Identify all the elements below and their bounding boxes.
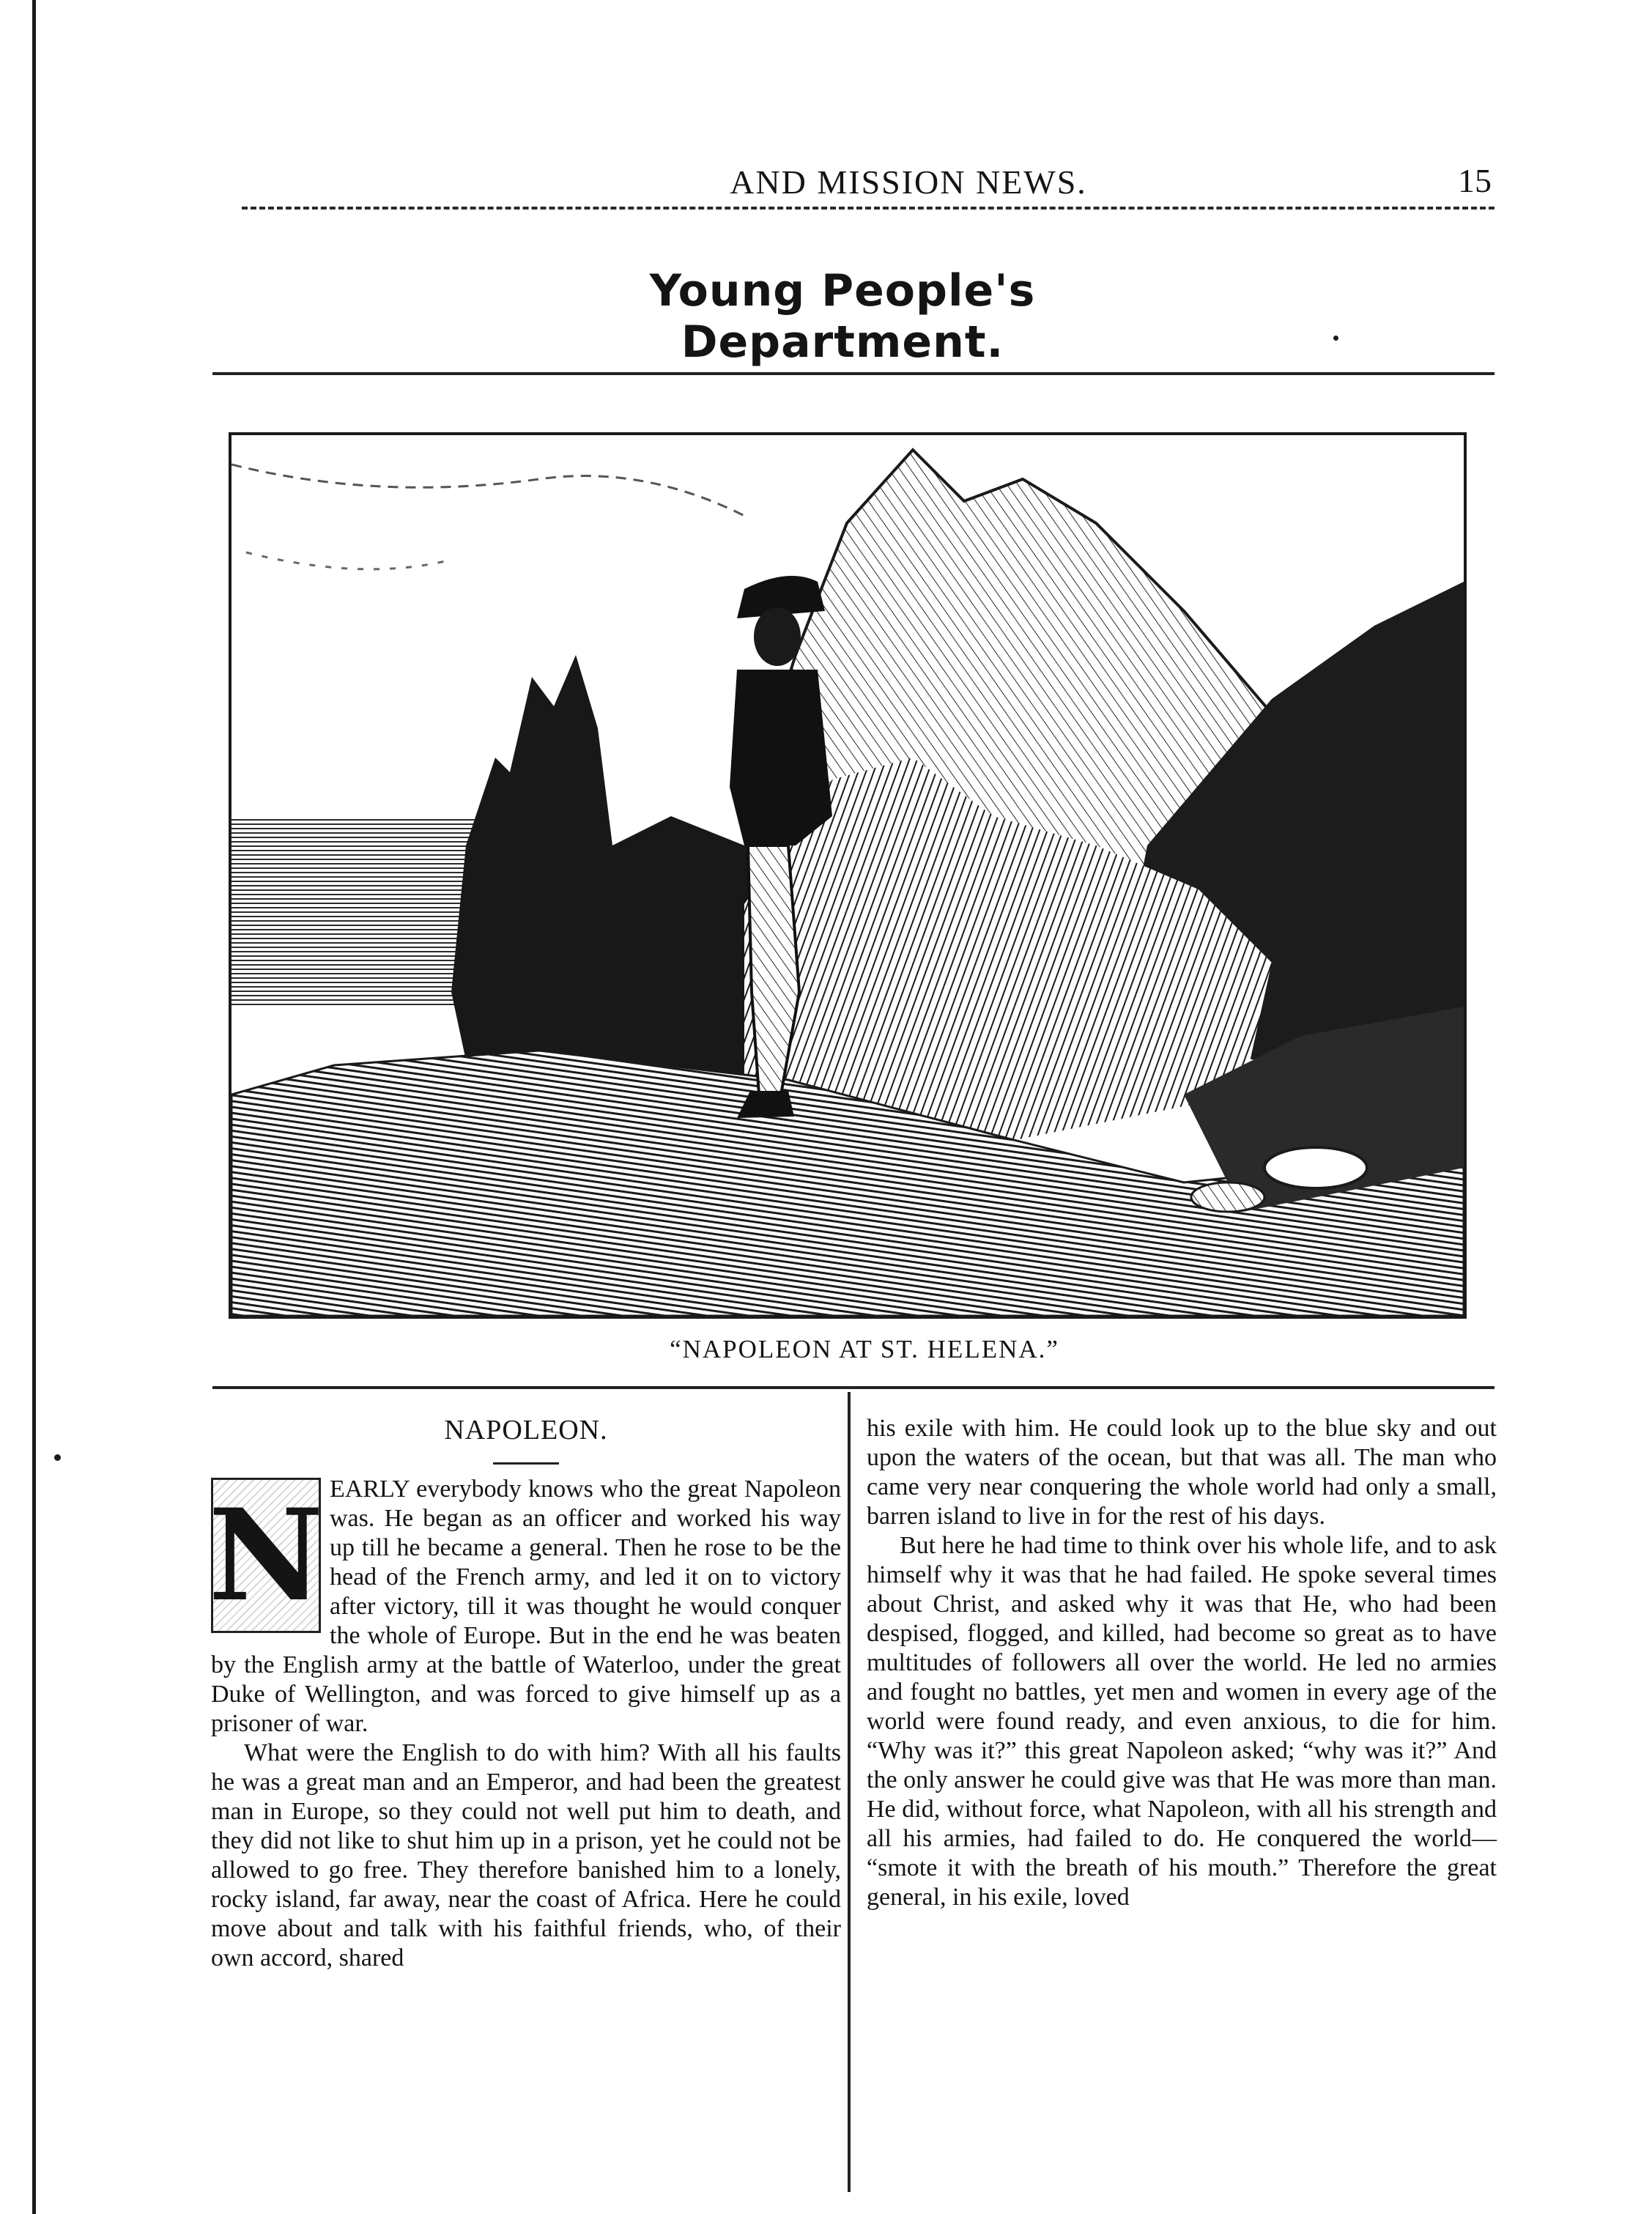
page-number: 15 <box>1458 162 1492 199</box>
article-paragraph: his exile with him. He could look up to the blue sky and out upon the waters of the ocean, but that was all. The man who came very near conquering the whole world had only a small, barren island to live in for the rest of his days. <box>867 1415 1497 1530</box>
article-paragraph: EARLY everybody knows who the great Napoleon was. He began as an officer and worked his way up till he became a general. Then he rose to be the head of the French army, and led it on to victory after victory, till it was thought he would conquer the whole of Europe. But in the end he was beaten by the English army at the battle of Waterloo, under the great Duke of Wellington, and was forced to give himself up as a prisoner of war. <box>211 1476 841 1737</box>
drop-cap <box>208 1478 324 1633</box>
column-divider <box>848 1392 851 2192</box>
print-speck <box>1333 336 1338 341</box>
drop-cap-letter: N <box>208 1481 324 1629</box>
title-dash <box>493 1462 559 1465</box>
running-title: AND MISSION NEWS. <box>730 163 1087 201</box>
caption-rule <box>212 1386 1494 1389</box>
section-rule <box>212 372 1494 375</box>
page-edge-rule <box>32 0 36 2214</box>
article-paragraph: What were the English to do with him? With all his faults he was a great man and an Emperor, and had been the greatest man in Europe, so they could not well put him to death, and they did not like to shut him up in a prison, yet he could not be allowed to go free. They therefore banished him to a lonely, rocky island, far away, near the coast of Africa. Here he could move about and talk with his faithful friends, who, of their own accord, shared <box>211 1739 841 1972</box>
engraving-scene <box>231 435 1464 1316</box>
engraving-illustration <box>229 432 1467 1319</box>
section-title: Young People's Department. <box>649 265 1036 368</box>
illustration-caption: “NAPOLEON AT ST. HELENA.” <box>670 1335 1059 1363</box>
article-paragraph: But here he had time to think over his whole life, and to ask himself why it was that he had failed. He spoke several times about Christ, and asked why it was that He, who had been despised, flogged, and killed, had become so great as to have multitudes of followers all over the world. He led no armies and fought no battles, yet men and women in every age of the world were found ready, and even anxious, to die for him. “Why was it?” this great Napoleon asked; “why was it?” And the only answer he could give was that He was more than man. He did, without force, what Napoleon, with all his strength and all his armies, had failed to do. He conquered the world— “smote it with the breath of his mouth.” Therefore the great general, in his exile, loved <box>867 1532 1497 1911</box>
article-title: NAPOLEON. <box>444 1415 608 1445</box>
header-rule <box>242 207 1494 210</box>
article-column-right <box>867 1414 1497 1912</box>
article-column-left <box>208 1414 841 1973</box>
print-speck <box>54 1454 61 1461</box>
